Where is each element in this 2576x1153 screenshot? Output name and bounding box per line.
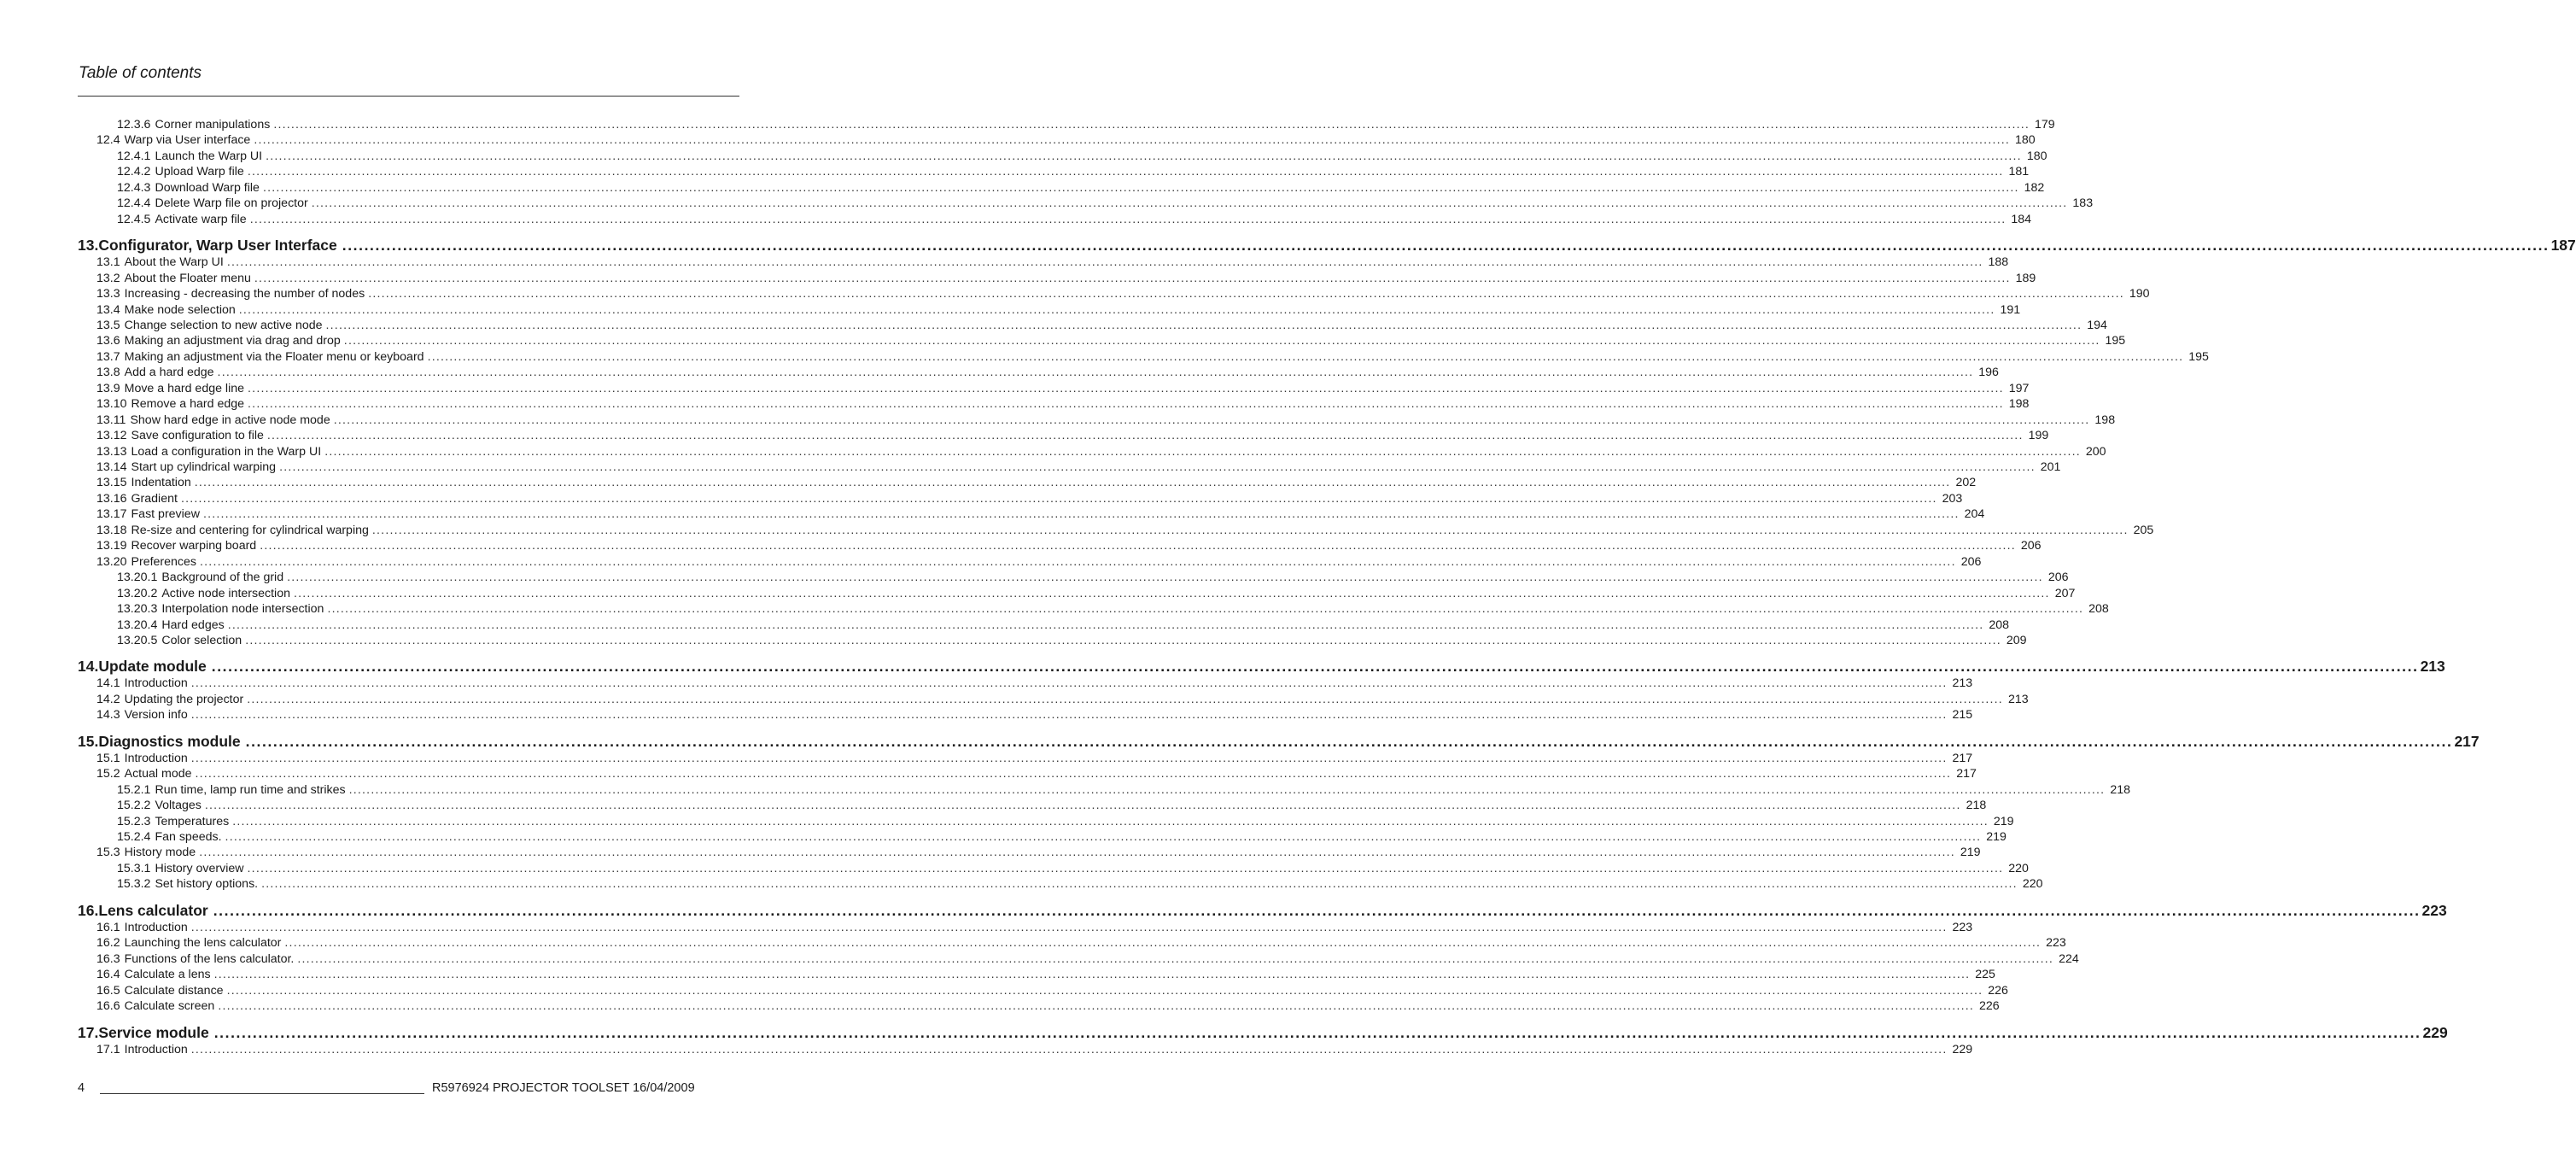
toc-entry-title: Service module [98,1023,209,1041]
toc-entry-title: Activate warp file [155,212,247,226]
toc-entry-number: 13.15 [96,476,127,490]
toc-entry[interactable] [96,935,2066,951]
toc-entry-page: 196 [1978,366,1999,380]
toc-entry-page: 179 [2035,118,2055,132]
toc-entry-page: 217 [1956,767,1977,781]
toc-entry-number: 12.3.6 [117,118,151,132]
toc-dot-leader: ................................................................................................................................................................................................................................................................................................................................................................................................................ [266,149,2022,163]
toc-entry-title: Remove a hard edge [131,397,245,412]
toc-entry-page: 204 [1964,507,1985,522]
toc-dot-leader: ................................................................................................................................................................................................................................................................................................................................................................................................................ [190,920,1948,934]
toc-entry-number: 17.1 [96,1042,120,1056]
toc-entry-title: Calculate screen [124,999,215,1014]
toc-dot-leader: ................................................................................................................................................................................................................................................................................................................................................................................................................ [368,287,2124,301]
toc-entry[interactable] [96,523,2154,538]
toc-dot-leader: ................................................................................................................................................................................................................................................................................................................................................................................................................ [284,936,2042,951]
toc-entry-page: 223 [1952,920,1973,934]
toc-entry-number: 16.5 [96,983,120,998]
toc-entry[interactable] [96,676,1973,691]
toc-entry-page: 181 [2008,165,2030,179]
toc-entry-number: 13.7 [96,349,120,364]
toc-entry[interactable] [96,845,1981,860]
toc-entry-number: 16.2 [96,936,120,951]
toc-entry[interactable] [96,396,2030,412]
toc-dot-leader: ................................................................................................................................................................................................................................................................................................................................................................................................................ [260,539,2016,553]
toc-dot-leader: ................................................................................................................................................................................................................................................................................................................................................................................................................ [245,633,2001,647]
toc-dot-leader: ................................................................................................................................................................................................................................................................................................................................................................................................................ [218,999,1975,1014]
toc-entry[interactable] [96,920,1973,935]
toc-entry-page: 226 [1979,999,2000,1014]
toc-dot-leader: ................................................................................................................................................................................................................................................................................................................................................................................................................ [180,491,1937,506]
toc-dot-leader: ................................................................................................................................................................................................................................................................................................................................................................................................................ [254,133,2011,148]
toc-entry[interactable] [96,365,1999,380]
toc-entry-number: 12.4.1 [117,149,151,163]
toc-entry[interactable] [96,444,2106,459]
toc-dot-leader: ................................................................................................................................................................................................................................................................................................................................................................................................................ [273,118,2030,132]
toc-dot-leader: ................................................................................................................................................................................................................................................................................................................................................................................................................ [293,586,2050,600]
toc-entry-page: 202 [1955,476,1977,490]
toc-entry-number: 16.3 [96,951,120,966]
toc-entry-number: 15.2.1 [117,782,151,797]
toc-entry-number: 13.13 [96,444,127,459]
toc-dot-leader: ................................................................................................................................................................................................................................................................................................................................................................................................................ [247,861,2004,875]
toc-entry-title: Fast preview [131,507,200,522]
toc-entry-title: Run time, lamp run time and strikes [155,782,346,797]
toc-dot-leader: ................................................................................................................................................................................................................................................................................................................................................................................................................ [327,602,2084,617]
toc-entry-number: 15.3.1 [117,861,151,875]
toc-entry-page: 183 [2072,196,2094,211]
toc-entry[interactable] [117,212,2032,227]
toc-dot-leader: ................................................................................................................................................................................................................................................................................................................................................................................................................ [199,846,1955,860]
toc-entry-page: 201 [2040,460,2061,474]
toc-entry[interactable] [96,751,1973,766]
toc-entry[interactable] [96,766,1977,781]
toc-entry-number: 13.16 [96,491,127,506]
toc-entry-number: 13.19 [96,539,127,553]
toc-entry-number: 13.20.2 [117,586,158,600]
toc-entry-title: Corner manipulations [155,118,271,132]
toc-dot-leader: ................................................................................................................................................................................................................................................................................................................................................................................................................ [225,830,1982,844]
toc-entry-page: 220 [2008,861,2029,875]
toc-entry-page: 207 [2054,586,2076,600]
toc-dot-leader: ................................................................................................................................................................................................................................................................................................................................................................................................................ [333,413,2090,427]
toc-dot-leader: ................................................................................................................................................................................................................................................................................................................................................................................................................ [211,658,2419,676]
header-divider [78,96,739,97]
toc-entry-page: 180 [2026,149,2047,163]
toc-entry-number: 13.20.3 [117,602,158,617]
footer-divider [100,1093,424,1094]
toc-dot-leader: ................................................................................................................................................................................................................................................................................................................................................................................................................ [190,751,1948,765]
toc-entry-number: 13.2 [96,271,120,285]
toc-entry-number: 14. [78,658,99,676]
toc-entry-page: 213 [1952,676,1973,691]
toc-entry-number: 13.10 [96,397,127,412]
toc-entry-number: 13. [78,237,99,255]
toc-entry-title: Launch the Warp UI [155,149,263,163]
toc-entry-page: 198 [2094,413,2116,427]
toc-entry-page: 203 [1942,491,1963,506]
toc-entry-title: Actual mode [124,767,192,781]
toc-entry-title: Update module [98,658,207,676]
toc-entry-title: Start up cylindrical warping [131,460,277,474]
toc-entry-page: 188 [1988,255,2009,270]
toc-entry-number: 12.4.4 [117,196,151,211]
toc-entry[interactable] [96,132,2036,148]
toc-entry-title: Re-size and centering for cylindrical warping [131,523,369,537]
toc-entry[interactable] [96,286,2150,301]
toc-entry-title: Color selection [161,633,242,647]
toc-entry-number: 12.4 [96,133,120,148]
toc-entry-page: 217 [1952,751,1973,765]
toc-dot-leader: ................................................................................................................................................................................................................................................................................................................................................................................................................ [213,968,1971,982]
toc-chapter[interactable] [78,236,2576,255]
toc-entry-page: 182 [2024,180,2045,195]
toc-entry-page: 206 [2047,571,2069,585]
toc-dot-leader: ................................................................................................................................................................................................................................................................................................................................................................................................................ [254,271,2011,285]
toc-entry-number: 12.4.5 [117,212,151,226]
toc-entry[interactable] [96,475,1977,490]
toc-entry-number: 16. [78,901,99,919]
toc-entry[interactable] [117,601,2109,617]
toc-entry[interactable] [96,491,1963,506]
toc-entry[interactable] [117,149,2047,164]
toc-entry[interactable] [117,196,2094,211]
toc-dot-leader: ................................................................................................................................................................................................................................................................................................................................................................................................................ [195,767,1952,781]
toc-entry-title: Warp via User interface [124,133,251,148]
toc-dot-leader: ................................................................................................................................................................................................................................................................................................................................................................................................................ [247,165,2004,179]
toc-entry-title: Temperatures [155,814,230,828]
toc-entry-number: 13.14 [96,460,127,474]
toc-entry[interactable] [96,998,2000,1014]
toc-entry-title: Introduction [124,1042,188,1056]
toc-chapter[interactable] [78,732,2480,751]
toc-entry-title: Making an adjustment via the Floater menu or keyboard [124,349,424,364]
toc-entry[interactable] [96,333,2126,348]
toc-entry[interactable] [96,951,2079,967]
toc-entry-title: History mode [124,846,196,860]
toc-dot-leader: ................................................................................................................................................................................................................................................................................................................................................................................................................ [190,1042,1948,1056]
toc-entry-title: Introduction [124,676,188,691]
toc-entry-number: 13.1 [96,255,120,270]
toc-entry-page: 206 [2020,539,2042,553]
toc-entry-number: 14.2 [96,692,120,706]
toc-dot-leader: ................................................................................................................................................................................................................................................................................................................................................................................................................ [245,732,2453,750]
toc-entry-title: Preferences [131,554,197,569]
toc-entry-page: 209 [2006,633,2027,647]
toc-dot-leader: ................................................................................................................................................................................................................................................................................................................................................................................................................ [324,444,2081,459]
toc-entry-page: 215 [1952,708,1973,723]
toc-entry-number: 13.20.4 [117,617,158,632]
toc-entry[interactable] [117,117,2055,132]
toc-dot-leader: ................................................................................................................................................................................................................................................................................................................................................................................................................ [325,318,2082,332]
toc-entry-page: 190 [2129,287,2150,301]
toc-entry[interactable] [96,967,1995,982]
toc-entry-page: 219 [1960,846,1981,860]
toc-dot-leader: ................................................................................................................................................................................................................................................................................................................................................................................................................ [249,212,2006,226]
toc-entry-page: 200 [2085,444,2106,459]
toc-entry-number: 12.4.2 [117,165,151,179]
toc-entry-number: 13.20.1 [117,571,158,585]
toc-entry-title: Calculate distance [124,983,224,998]
toc-dot-leader: ................................................................................................................................................................................................................................................................................................................................................................................................................ [190,708,1948,723]
toc-entry-page: 218 [1966,799,1987,813]
toc-entry-number: 13.20 [96,554,127,569]
toc-entry-title: Making an adjustment via drag and drop [124,334,341,348]
toc-entry[interactable] [96,413,2116,428]
toc-entry[interactable] [117,633,2027,648]
toc-entry[interactable] [96,318,2107,333]
toc-entry[interactable] [96,506,1985,522]
toc-entry[interactable] [117,180,2045,196]
toc-dot-leader: ................................................................................................................................................................................................................................................................................................................................................................................................................ [287,571,2043,585]
toc-dot-leader: ................................................................................................................................................................................................................................................................................................................................................................................................................ [262,180,2019,195]
toc-entry-number: 15.2.2 [117,799,151,813]
toc-entry-page: 191 [2000,302,2021,317]
toc-dot-leader: ................................................................................................................................................................................................................................................................................................................................................................................................................ [213,901,2421,919]
toc-entry-page: 189 [2015,271,2036,285]
toc-entry-page: 220 [2022,877,2043,892]
toc-entry[interactable] [96,983,2008,998]
toc-entry[interactable] [117,876,2043,892]
toc-entry-page: 180 [2015,133,2036,148]
toc-entry-title: Make node selection [124,302,236,317]
toc-entry[interactable] [117,617,2010,633]
toc-entry-page: 194 [2087,318,2107,332]
toc-entry-title: Introduction [124,920,188,934]
toc-entry-number: 15. [78,732,99,750]
toc-entry-title: Active node intersection [161,586,290,600]
toc-entry-number: 13.17 [96,507,127,522]
toc-entry-page: 205 [2133,523,2154,537]
toc-entry-title: Launching the lens calculator [124,936,282,951]
toc-dot-leader: ................................................................................................................................................................................................................................................................................................................................................................................................................ [342,237,2550,255]
toc-entry-number: 13.8 [96,366,120,380]
toc-entry-title: Load a configuration in the Warp UI [131,444,322,459]
toc-entry-number: 16.4 [96,968,120,982]
toc-entry-number: 14.3 [96,708,120,723]
toc-dot-leader: ................................................................................................................................................................................................................................................................................................................................................................................................................ [427,349,2184,364]
toc-entry-page: 213 [2007,692,2029,706]
toc-entry[interactable] [117,586,2076,601]
toc-entry-number: 13.11 [96,413,126,427]
toc-entry-title: History overview [155,861,244,875]
toc-entry-number: 13.6 [96,334,120,348]
toc-dot-leader: ................................................................................................................................................................................................................................................................................................................................................................................................................ [247,692,2003,706]
toc-dot-leader: ................................................................................................................................................................................................................................................................................................................................................................................................................ [311,196,2068,211]
toc-entry[interactable] [96,255,2009,270]
toc-dot-leader: ................................................................................................................................................................................................................................................................................................................................................................................................................ [194,476,1951,490]
footer-page-number: 4 [78,1081,85,1095]
toc-entry-page: 223 [2046,936,2066,951]
toc-entry-page: 224 [2059,951,2079,966]
toc-entry-title: Configurator, Warp User Interface [98,237,337,255]
toc-entry-page: 225 [1975,968,1995,982]
toc-entry-page: 226 [1988,983,2008,998]
toc-entry-number: 15.1 [96,751,120,765]
toc-entry-title: Background of the grid [161,571,284,585]
toc-entry[interactable] [96,707,1973,723]
toc-entry[interactable] [96,302,2021,318]
toc-entry-title: Move a hard edge line [124,381,245,395]
toc-dot-leader: ................................................................................................................................................................................................................................................................................................................................................................................................................ [226,983,1983,998]
toc-entry[interactable] [96,538,2042,553]
toc-entry-title: Upload Warp file [155,165,244,179]
page-header-title: Table of contents [79,64,202,82]
toc-entry-page: 229 [1952,1042,1973,1056]
toc-dot-leader: ................................................................................................................................................................................................................................................................................................................................................................................................................ [266,429,2024,443]
toc-entry-page: 198 [2008,397,2030,412]
toc-entry-page: 229 [2422,1023,2448,1041]
toc-dot-leader: ................................................................................................................................................................................................................................................................................................................................................................................................................ [248,397,2004,412]
toc-entry[interactable] [96,428,2049,443]
toc-chapter[interactable] [78,657,2445,676]
toc-entry-number: 13.4 [96,302,120,317]
toc-entry-page: 208 [1989,617,2010,632]
toc-entry-title: Delete Warp file on projector [155,196,308,211]
toc-entry-title: Set history options. [155,877,259,892]
toc-entry-page: 184 [2011,212,2032,226]
toc-entry-page: 223 [2421,901,2447,919]
toc-dot-leader: ................................................................................................................................................................................................................................................................................................................................................................................................................ [204,799,1961,813]
toc-entry[interactable] [117,829,2006,845]
toc-entry-number: 15.2.3 [117,814,151,828]
toc-entry-number: 12.4.3 [117,180,151,195]
toc-entry-number: 13.12 [96,429,127,443]
toc-entry-title: Add a hard edge [124,366,214,380]
toc-entry-title: Updating the projector [124,692,244,706]
toc-entry-title: About the Warp UI [124,255,224,270]
toc-chapter[interactable] [78,901,2447,920]
toc-entry-page: 217 [2454,732,2480,750]
toc-entry-title: Hard edges [161,617,225,632]
toc-dot-leader: ................................................................................................................................................................................................................................................................................................................................................................................................................ [348,782,2106,797]
toc-entry-title: Interpolation node intersection [161,602,324,617]
toc-entry-title: Indentation [131,476,191,490]
toc-entry-number: 15.3.2 [117,877,151,892]
toc-dot-leader: ................................................................................................................................................................................................................................................................................................................................................................................................................ [227,617,1984,632]
toc-entry-number: 13.9 [96,381,120,395]
toc-entry-page: 187 [2550,237,2576,255]
toc-dot-leader: ................................................................................................................................................................................................................................................................................................................................................................................................................ [202,507,1960,522]
toc-entry-title: Save configuration to file [131,429,264,443]
toc-entry-page: 195 [2188,349,2209,364]
toc-entry-number: 13.20.5 [117,633,158,647]
toc-entry-title: Introduction [124,751,188,765]
toc-dot-leader: ................................................................................................................................................................................................................................................................................................................................................................................................................ [343,334,2100,348]
toc-entry-number: 15.2.4 [117,830,151,844]
toc-entry[interactable] [96,1042,1973,1057]
toc-entry-page: 197 [2008,381,2030,395]
toc-entry[interactable] [96,692,2029,707]
toc-entry-title: Lens calculator [98,901,208,919]
toc-entry-title: Version info [124,708,188,723]
toc-entry-page: 195 [2105,334,2126,348]
toc-entry-title: Gradient [131,491,178,506]
toc-dot-leader: ................................................................................................................................................................................................................................................................................................................................................................................................................ [297,951,2054,966]
toc-dot-leader: ................................................................................................................................................................................................................................................................................................................................................................................................................ [190,676,1948,691]
toc-entry-title: Change selection to new active node [124,318,323,332]
toc-dot-leader: ................................................................................................................................................................................................................................................................................................................................................................................................................ [226,255,1983,270]
toc-entry[interactable] [117,814,2014,829]
toc-entry-title: Functions of the lens calculator. [124,951,295,966]
toc-entry-title: Increasing - decreasing the number of nodes [124,287,365,301]
toc-dot-leader: ................................................................................................................................................................................................................................................................................................................................................................................................................ [238,302,1995,317]
toc-chapter[interactable] [78,1023,2448,1042]
toc-dot-leader: ................................................................................................................................................................................................................................................................................................................................................................................................................ [248,381,2004,395]
toc-entry-page: 206 [1960,554,1982,569]
toc-dot-leader: ................................................................................................................................................................................................................................................................................................................................................................................................................ [232,814,1989,828]
toc-dot-leader: ................................................................................................................................................................................................................................................................................................................................................................................................................ [200,554,1956,569]
toc-entry-number: 16.1 [96,920,120,934]
toc-entry[interactable] [96,271,2036,286]
toc-dot-leader: ................................................................................................................................................................................................................................................................................................................................................................................................................ [261,877,2018,892]
toc-entry-number: 13.18 [96,523,127,537]
toc-entry-number: 15.3 [96,846,120,860]
toc-entry[interactable] [117,798,1987,813]
toc-dot-leader: ................................................................................................................................................................................................................................................................................................................................................................................................................ [371,523,2129,537]
toc-entry-page: 219 [1986,830,2006,844]
toc-entry-title: Show hard edge in active node mode [130,413,330,427]
toc-entry[interactable] [96,554,1982,570]
toc-entry-title: Diagnostics module [98,732,241,750]
toc-entry[interactable] [96,349,2209,365]
toc-entry-number: 17. [78,1023,99,1041]
toc-entry[interactable] [117,164,2030,179]
toc-entry[interactable] [117,570,2069,585]
toc-entry-page: 219 [1993,814,2014,828]
toc-entry[interactable] [117,861,2029,876]
toc-entry-title: About the Floater menu [124,271,251,285]
toc-entry-title: Calculate a lens [124,968,211,982]
toc-entry-number: 14.1 [96,676,120,691]
toc-entry-title: Voltages [155,799,202,813]
toc-entry-title: Recover warping board [131,539,257,553]
toc-entry-page: 208 [2088,602,2109,617]
toc-entry-number: 13.3 [96,287,120,301]
toc-dot-leader: ................................................................................................................................................................................................................................................................................................................................................................................................................ [213,1023,2421,1041]
footer-document-info: R5976924 PROJECTOR TOOLSET 16/04/2009 [432,1081,695,1095]
toc-entry-title: Download Warp file [155,180,260,195]
toc-entry-page: 213 [2420,658,2445,676]
toc-entry-page: 199 [2028,429,2049,443]
toc-entry-number: 16.6 [96,999,120,1014]
toc-entry-title: Fan speeds. [155,830,222,844]
toc-entry-number: 13.5 [96,318,120,332]
toc-dot-leader: ................................................................................................................................................................................................................................................................................................................................................................................................................ [279,460,2036,474]
toc-entry[interactable] [96,459,2061,475]
toc-entry-page: 218 [2110,782,2130,797]
toc-entry-number: 15.2 [96,767,120,781]
toc-dot-leader: ................................................................................................................................................................................................................................................................................................................................................................................................................ [217,366,1974,380]
toc-entry[interactable] [117,782,2130,798]
toc-entry[interactable] [96,381,2030,396]
